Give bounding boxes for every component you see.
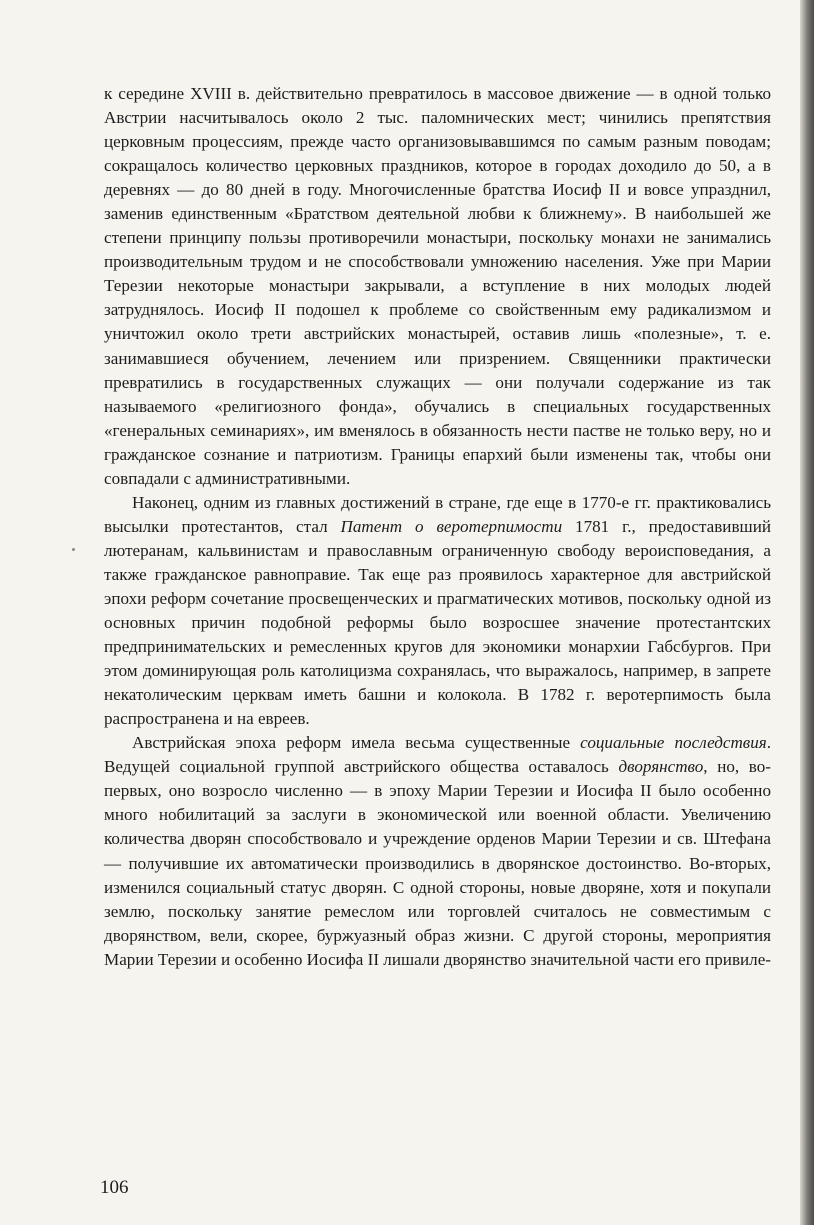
paragraph-3-text-before: Австрийская эпоха реформ имела весьма существенные bbox=[132, 733, 581, 753]
paragraph-3-emphasis: социальные последствия bbox=[580, 733, 767, 753]
page-speck bbox=[72, 548, 75, 551]
paragraph-1-text: к середине XVIII в. действительно превратилось в массовое движение — в одной только Австрии насчитывалось около 2 тыс. паломнических мест; чинились препятствия церковным процессиям, прежде часто организовывавшимся по самым разным поводам; сокращалось количество церковных праздников, которое в городах доходило до 50, а в деревнях — до 80 дней в году. Многочисленные братства Иосиф II и вовсе упразднил, заменив единственным «Братством деятельной любви к ближнему». В наибольшей же степени принципу пользы противоречили монастыри, поскольку монахи не занимались производительным трудом и не способствовали умножению населения. Уже при Марии Терезии некоторые монастыри закрывали, а вступление в них молодых людей затруднялось. Иосиф II подошел к проблеме со свойственным ему радикализмом и уничтожил около трети австрийских монастырей, оставив лишь «полезные», т. е. занимавшиеся обучением, лечением или призрением. Священники практически превратились в государственных служащих — они получали содержание из так называемого «религиозного фонда», обучались в специальных государственных «генеральных семинариях», им вменялось в обязанность нести пастве не только веру, но и гражданское сознание и патриотизм. Границы епархий были изменены так, чтобы они совпадали с административными. bbox=[104, 84, 771, 488]
paragraph-1 bbox=[104, 82, 771, 491]
body-text bbox=[104, 82, 771, 972]
paragraph-3-text-after: , но, во-первых, оно возросло численно — в эпоху Марии Терезии и Иосифа II было особенно много нобилитаций за заслуги в экономической или военной области. Увеличению количества дворян способствовало и учреждение орденов Марии Терезии и св. Штефана — получившие их автоматически производились в дворянское достоинство. Во-вторых, изменился социальный статус дворян. С одной стороны, новые дворяне, хотя и покупали землю, поскольку занятие ремеслом или торговлей считалось не совместимым с дворянством, вели, скорее, буржуазный образ жизни. С другой стороны, мероприятия Марии Терезии и особенно Иосифа II лишали дворянство значительной части его привиле- bbox=[104, 757, 771, 969]
paragraph-2-emphasis: Патент о веротерпимости bbox=[340, 516, 563, 536]
page-number: 106 bbox=[100, 1177, 129, 1198]
paragraph-3-text-middle: . Ведущей социальной группой австрийского общества оставалось bbox=[104, 733, 772, 777]
page-edge-shadow bbox=[800, 0, 814, 1225]
paragraph-3 bbox=[104, 731, 771, 971]
paragraph-3-emphasis-2: дворянство bbox=[618, 757, 704, 777]
paragraph-2 bbox=[104, 491, 771, 731]
paragraph-2-text-after: 1781 г., предоставивший лютеранам, кальвинистам и православным ограниченную свободу вероисповедания, а также гражданское равноправие. Так еще раз проявилось характерное для австрийской эпохи реформ сочетание просвещенческих и прагматических мотивов, поскольку одной из основных причин подобной реформы было возросшее значение протестантских предпринимательских и ремесленных кругов для экономики монархии Габсбургов. При этом доминирующая роль католицизма сохранялась, что выражалось, например, в запрете некатолическим церквам иметь башни и колокола. В 1782 г. веротерпимость была распространена и на евреев. bbox=[104, 516, 771, 729]
paragraph-2-text-before: Наконец, одним из главных достижений в стране, где еще в 1770-е гг. практиковались высылки протестантов, стал bbox=[104, 492, 771, 536]
